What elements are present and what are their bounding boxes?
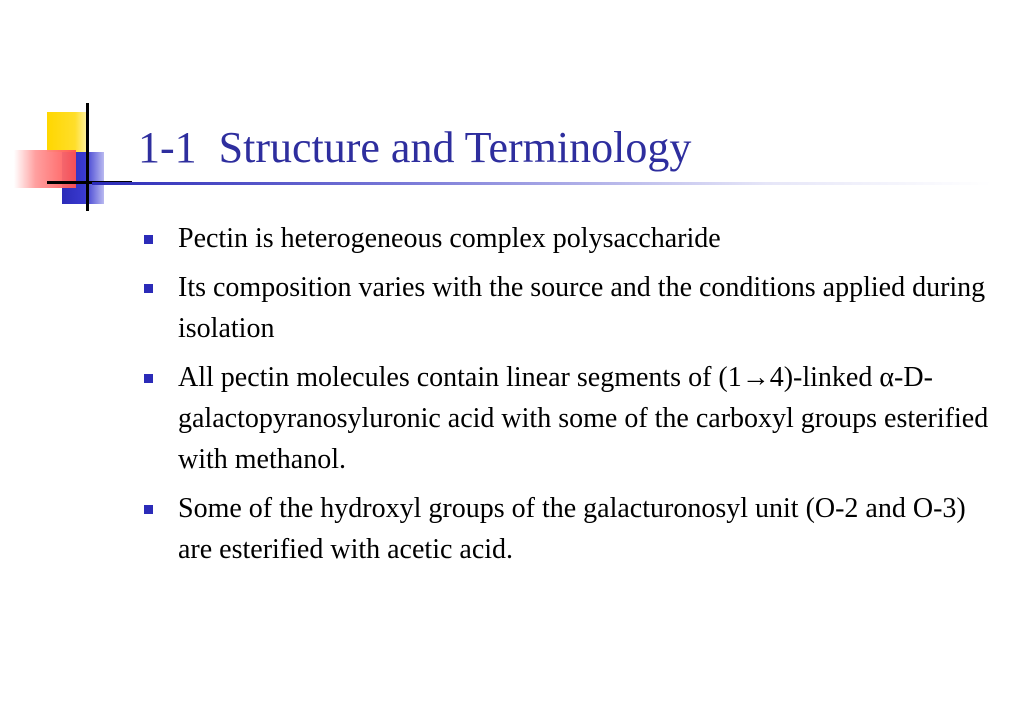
square-bullet-icon	[144, 374, 153, 383]
bullet-text: Some of the hydroxyl groups of the galacturonosyl unit (O-2 and O-3) are esterified with acetic acid.	[178, 493, 966, 565]
bullet-item	[140, 267, 1000, 349]
bullet-list	[140, 218, 1000, 578]
logo-yellow-square	[47, 112, 87, 152]
bullet-item	[140, 357, 1000, 480]
square-bullet-icon	[144, 505, 153, 514]
title-underline	[92, 182, 992, 185]
bullet-text: All pectin molecules contain linear segments of (1→4)-linked α-D-galactopyranosyluronic acid with some of the carboxyl groups esterified with methanol.	[178, 362, 989, 475]
square-bullet-icon	[144, 284, 153, 293]
square-bullet-icon	[144, 235, 153, 244]
bullet-item	[140, 488, 1000, 570]
bullet-item	[140, 218, 1000, 259]
bullet-text: Its composition varies with the source and the conditions applied during isolation	[178, 272, 986, 344]
logo-vertical-line	[86, 103, 89, 211]
slide-title: 1-1 Structure and Terminology	[138, 123, 692, 172]
bullet-text: Pectin is heterogeneous complex polysaccharide	[178, 223, 721, 254]
